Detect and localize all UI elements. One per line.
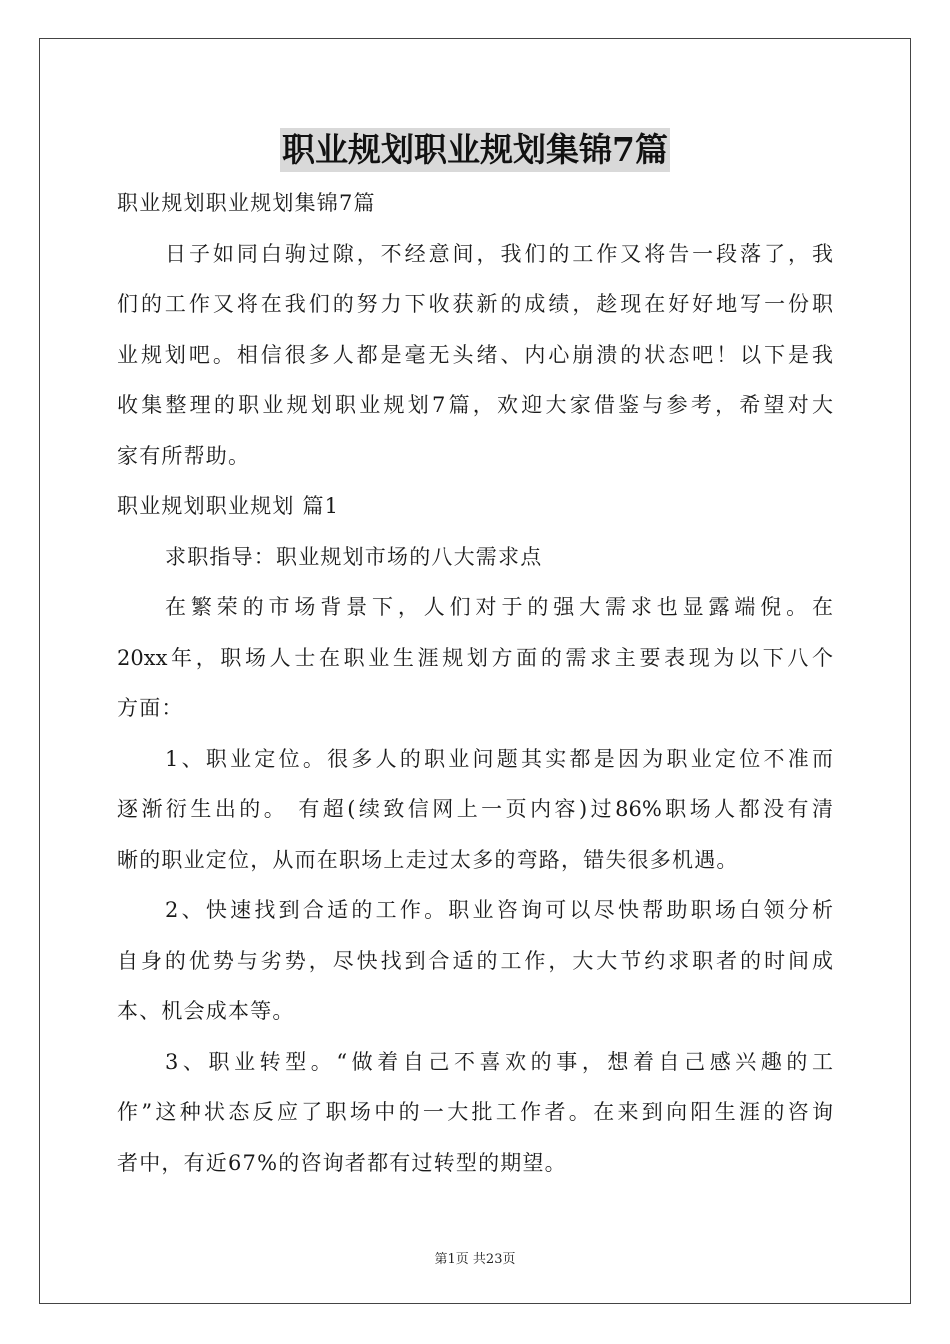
text-line: 逐渐衍生出的。 有超(续致信网上一页内容)过86%职场人都没有清 (117, 797, 833, 821)
title-container (0, 128, 950, 172)
text-line: 3、职业转型。“做着自己不喜欢的事，想着自己感兴趣的工 (165, 1049, 833, 1074)
text-line: 2、快速找到合适的工作。职业咨询可以尽快帮助职场白领分析 (165, 898, 833, 922)
text-line: 业规划吧。相信很多人都是毫无头绪、内心崩溃的状态吧！以下是我 (117, 342, 833, 367)
text-line: 职业规划职业规划集锦7篇 (117, 191, 376, 215)
text-line: 20xx年，职场人士在职业生涯规划方面的需求主要表现为以下八个 (117, 645, 833, 670)
text-line: 晰的职业定位，从而在职场上走过太多的弯路，错失很多机遇。 (117, 847, 739, 872)
text-line: 自身的优势与劣势，尽快找到合适的工作，大大节约求职者的时间成 (117, 948, 833, 973)
text-line: 本、机会成本等。 (117, 999, 295, 1023)
document-body (117, 178, 833, 1188)
document-title: 职业规划职业规划集锦7篇 (280, 128, 670, 172)
text-line: 在繁荣的市场背景下，人们对于的强大需求也显露端倪。在 (165, 595, 833, 619)
text-line: 方面： (117, 696, 184, 720)
text-line: 收集整理的职业规划职业规划7篇，欢迎大家借鉴与参考，希望对大 (117, 393, 833, 417)
text-line: 们的工作又将在我们的努力下收获新的成绩，趁现在好好地写一份职 (117, 292, 833, 316)
text-line: 家有所帮助。 (117, 443, 251, 468)
text-line: 求职指导：职业规划市场的八大需求点 (165, 544, 543, 569)
text-line: 1、职业定位。很多人的职业问题其实都是因为职业定位不准而 (165, 746, 833, 771)
text-line: 职业规划职业规划 篇1 (117, 494, 340, 518)
text-line: 日子如同白驹过隙，不经意间，我们的工作又将告一段落了，我 (165, 241, 833, 266)
page-footer: 第1页 共23页 (434, 1252, 516, 1267)
text-line: 者中，有近67%的咨询者都有过转型的期望。 (117, 1150, 567, 1175)
text-line: 作”这种状态反应了职场中的一大批工作者。在来到向阳生涯的咨询 (117, 1100, 833, 1124)
